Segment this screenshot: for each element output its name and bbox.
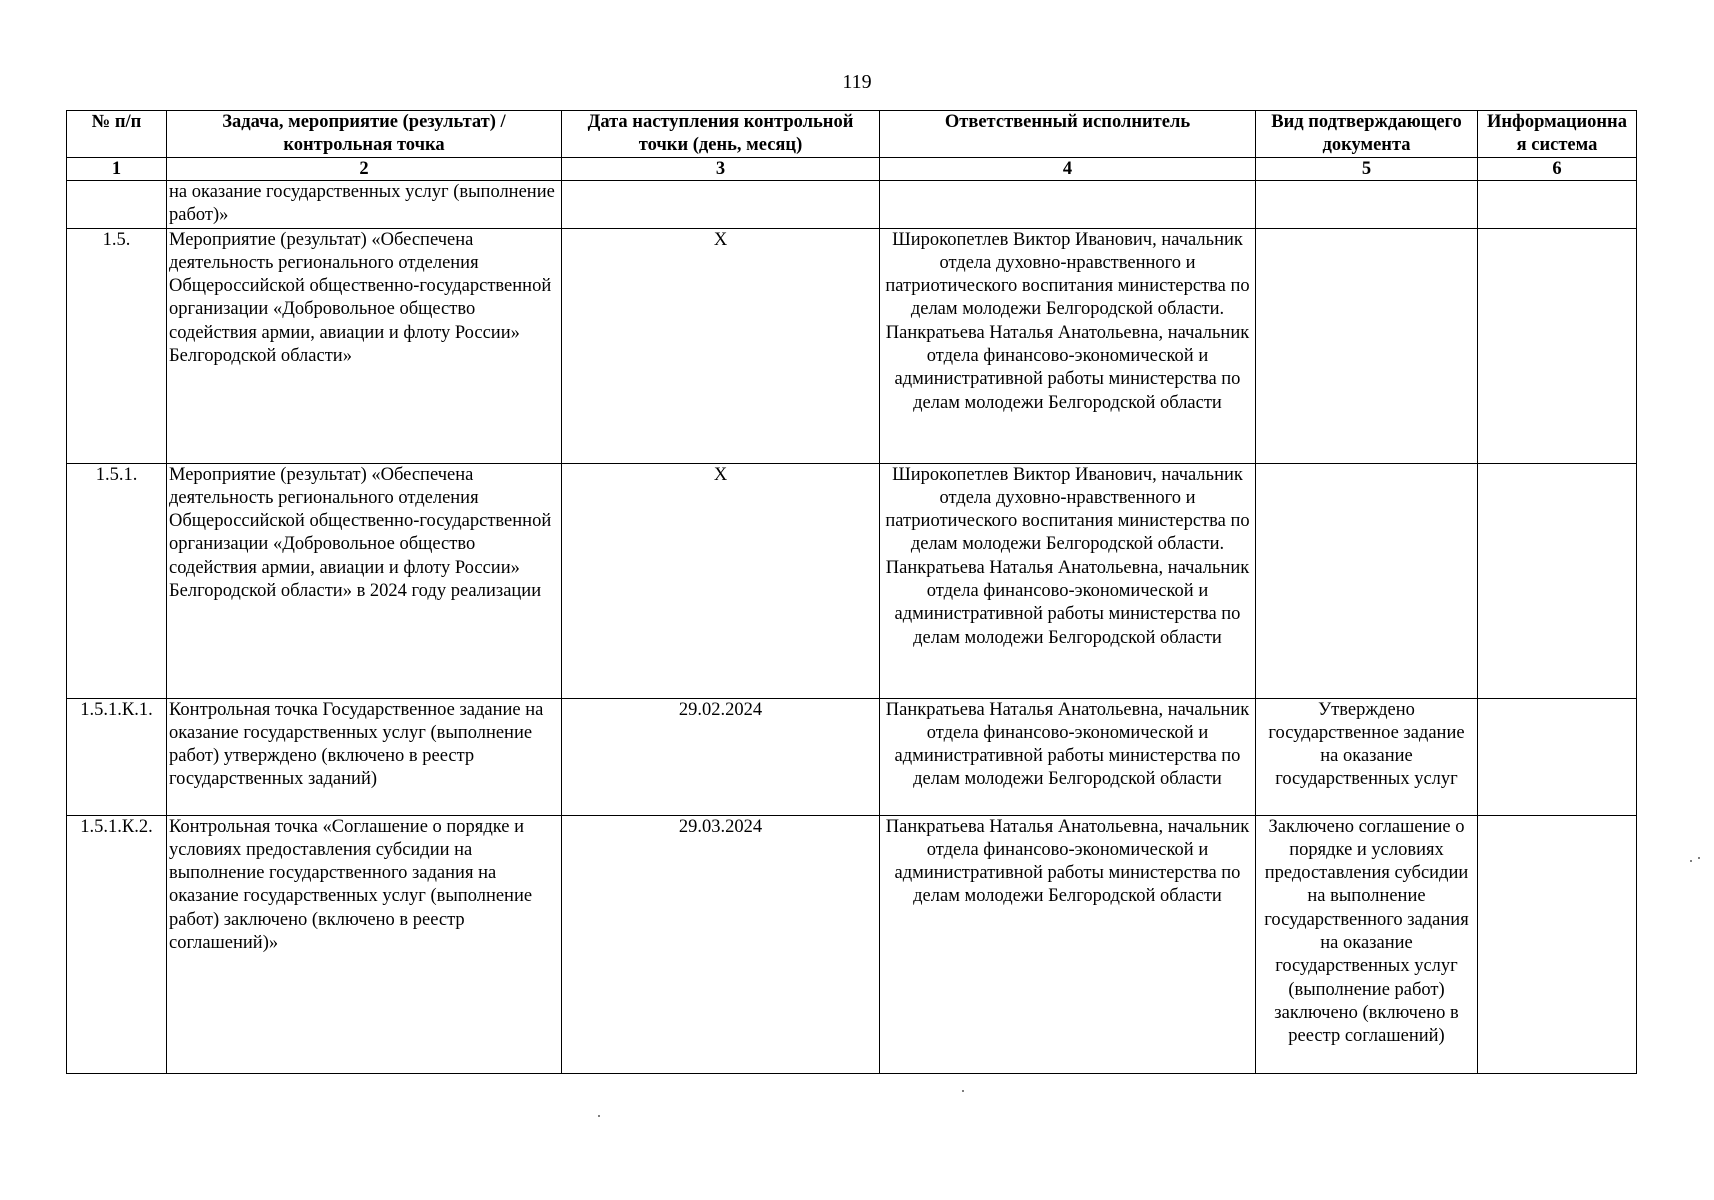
- column-number-row: [67, 158, 1637, 181]
- row-document: Заключено соглашение о порядке и условиях предоставления субсидии на выполнение государственного задания на оказание государственных услуг (выполнение работ) заключено (включено в реестр соглашений): [1256, 815, 1478, 1073]
- table-row: [67, 698, 1637, 815]
- header-executor: Ответственный исполнитель: [880, 111, 1256, 158]
- row-document: [1256, 228, 1478, 463]
- scan-speck: [1698, 857, 1700, 859]
- column-number: 2: [167, 158, 562, 181]
- row-date: X: [562, 228, 880, 463]
- table-row: [67, 815, 1637, 1073]
- table-row: [67, 181, 1637, 229]
- row-document: [1256, 463, 1478, 698]
- row-number: 1.5.: [67, 228, 167, 463]
- header-system: Информационна я система: [1478, 111, 1637, 158]
- row-executor: Широкопетлев Виктор Иванович, начальник отдела духовно-нравственного и патриотического воспитания министерства по делам молодежи Белгородской области. Панкратьева Наталья Анатольевна, начальник отдела финансово-экономической и административной работы министерства по делам молодежи Белгородской области: [880, 228, 1256, 463]
- page-number: 119: [842, 71, 872, 93]
- row-task: Мероприятие (результат) «Обеспечена деятельность регионального отделения Общероссийской общественно-государственной организации «Добровольное общество содействия армии, авиации и флоту России» Белгородской области»: [167, 228, 562, 463]
- control-points-table: [66, 110, 1637, 1074]
- row-number: 1.5.1.К.2.: [67, 815, 167, 1073]
- row-executor: Панкратьева Наталья Анатольевна, начальник отдела финансово-экономической и административной работы министерства по делам молодежи Белгородской области: [880, 815, 1256, 1073]
- row-executor: Широкопетлев Виктор Иванович, начальник отдела духовно-нравственного и патриотического воспитания министерства по делам молодежи Белгородской области. Панкратьева Наталья Анатольевна, начальник отдела финансово-экономической и административной работы министерства по делам молодежи Белгородской области: [880, 463, 1256, 698]
- column-number: 4: [880, 158, 1256, 181]
- table-row: [67, 228, 1637, 463]
- header-num: № п/п: [67, 111, 167, 158]
- row-date: 29.02.2024: [562, 698, 880, 815]
- row-system: [1478, 463, 1637, 698]
- header-task: Задача, мероприятие (результат) / контрольная точка: [167, 111, 562, 158]
- row-date: X: [562, 463, 880, 698]
- row-task: на оказание государственных услуг (выполнение работ)»: [167, 181, 562, 229]
- row-system: [1478, 228, 1637, 463]
- row-number: 1.5.1.: [67, 463, 167, 698]
- row-date: [562, 181, 880, 229]
- row-system: [1478, 181, 1637, 229]
- table-row: [67, 463, 1637, 698]
- row-number: [67, 181, 167, 229]
- column-number: 3: [562, 158, 880, 181]
- row-system: [1478, 698, 1637, 815]
- row-document: [1256, 181, 1478, 229]
- row-task: Мероприятие (результат) «Обеспечена деятельность регионального отделения Общероссийской общественно-государственной организации «Добровольное общество содействия армии, авиации и флоту России» Белгородской области» в 2024 году реализации: [167, 463, 562, 698]
- row-executor: Панкратьева Наталья Анатольевна, начальник отдела финансово-экономической и административной работы министерства по делам молодежи Белгородской области: [880, 698, 1256, 815]
- header-row: [67, 111, 1637, 158]
- row-executor: [880, 181, 1256, 229]
- row-number: 1.5.1.К.1.: [67, 698, 167, 815]
- column-number: 1: [67, 158, 167, 181]
- header-document: Вид подтверждающего документа: [1256, 111, 1478, 158]
- row-task: Контрольная точка «Соглашение о порядке и условиях предоставления субсидии на выполнение государственного задания на оказание государственных услуг (выполнение работ) заключено (включено в реестр соглашений)»: [167, 815, 562, 1073]
- column-number: 6: [1478, 158, 1637, 181]
- scan-speck: [1690, 860, 1692, 862]
- row-system: [1478, 815, 1637, 1073]
- column-number: 5: [1256, 158, 1478, 181]
- scan-speck: [962, 1090, 964, 1092]
- row-document: Утверждено государственное задание на оказание государственных услуг: [1256, 698, 1478, 815]
- row-task: Контрольная точка Государственное задание на оказание государственных услуг (выполнение работ) утверждено (включено в реестр государственных заданий): [167, 698, 562, 815]
- row-date: 29.03.2024: [562, 815, 880, 1073]
- scan-speck: [598, 1115, 600, 1117]
- header-date: Дата наступления контрольной точки (день, месяц): [562, 111, 880, 158]
